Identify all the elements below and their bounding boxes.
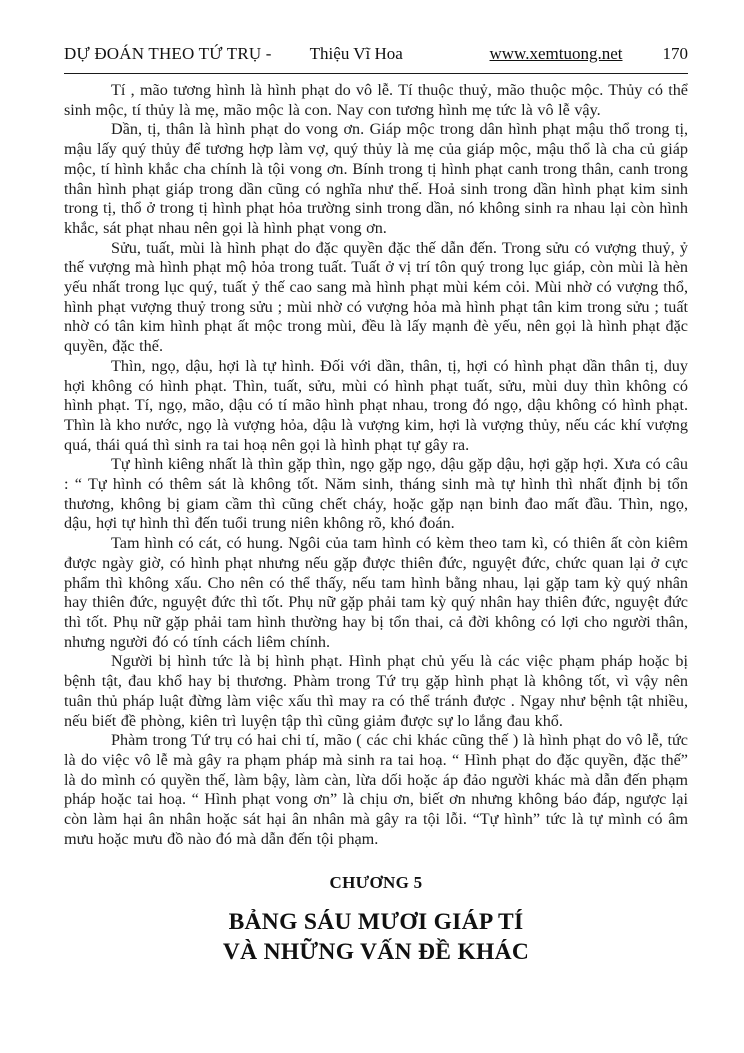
paragraph: Tam hình có cát, có hung. Ngôi của tam hình có kèm theo tam kì, có thiên ất còn kiêm được ngày giờ, có hình phạt nhưng nếu gặp được thiên đức, nguyệt đức, chức quan lại ở cực phẩm thì không xấu. Cho nên có thể thấy, nếu tam hình bằng nhau, lại gặp tam kỳ quý nhân hay thiên đức, nguyệt đức thì tốt. Phụ nữ gặp phải tam kỳ quý nhân hay thiên đức, nguyệt đức thì tốt. Phụ nữ gặp phải tam hình thường hay bị tổn thai, cả đời không có lợi cho người thân, nhưng người đó có tính cách liêm chính. [64, 534, 688, 651]
paragraph: Tự hình kiêng nhất là thìn gặp thìn, ngọ gặp ngọ, dậu gặp dậu, hợi gặp hợi. Xưa có câu : “ Tự hình có thêm sát là không tốt. Năm sinh, tháng sinh mà tự hình thì nhất định bị tổn thương, không bị giam cầm thì cũng chết cháy, hoặc gặp nạn binh đao mất đầu. Thìn, ngọ, dậu, hợi tự hình thì đến tuổi trung niên không rõ, khó đoán. [64, 455, 688, 533]
body-text [64, 81, 688, 849]
author-name: Thiệu Vĩ Hoa [309, 44, 403, 63]
chapter-title-line2: VÀ NHỮNG VẤN ĐỀ KHÁC [222, 939, 530, 966]
paragraph: Thìn, ngọ, dậu, hợi là tự hình. Đối với dần, thân, tị, hợi có hình phạt dần thân tị, duy hợi không có hình phạt. Thìn, tuất, sửu, mùi có hình phạt tuất, sửu, mùi duy thìn không có hình phạt. Tí, ngọ, mão, dậu có tí mão hình phạt nhau, trong đó ngọ, dậu không có hình phạt. Thìn là kho nước, ngọ là vượng hỏa, dậu là vượng kim, hợi là vượng thủy, nếu các khí vượng quá, thái quá thì sinh ra tai hoạ nên gọi là hình phạt tự gây ra. [64, 356, 688, 454]
paragraph: Người bị hình tức là bị hình phạt. Hình phạt chủ yếu là các việc phạm pháp hoặc bị bệnh tật, đau khổ hay bị thương. Phàm trong Tứ trụ gặp hình phạt là không tốt, vì vậy nên tuân thủ pháp luật đừng làm việc xấu thì may ra có thể tránh được . Ngay như bệnh tật nhiều, nếu biết đề phòng, kiên trì luyện tập thì cũng giảm được sự lo lắng đau khổ. [64, 652, 688, 730]
chapter-heading [64, 873, 688, 967]
chapter-label: CHƯƠNG 5 [329, 873, 423, 893]
paragraph: Dần, tị, thân là hình phạt do vong ơn. Giáp mộc trong dân hình phạt mậu thổ trong tị, mậu lấy quý thủy để tương hợp làm vợ, quý thủy là mẹ của giáp mộc, mậu thổ là cha củ giáp mộc, tí hình khắc cha chính là tội vong ơn. Bính trong tị hình phạt canh trong thân, canh trong thân hình phạt giáp trong dần cũng có nghĩa như thế. Hoả sinh trong dần hình phạt kim sinh trong tị, thổ ở trong tị hình phạt hỏa trường sinh trong dần, nó không sinh ra nhau lại còn hình khắc, sát phạt nhau nên gọi là hình phạt vong ơn. [64, 120, 688, 237]
paragraph: Phàm trong Tứ trụ có hai chi tí, mão ( các chi khác cũng thế ) là hình phạt do vô lễ, tức là do việc vô lễ mà gây ra phạm pháp mà sinh ra tai hoạ. “ Hình phạt do đặc quyền, đặc thế” là do mình có quyền thế, làm bậy, làm càn, lừa dối hoặc áp đảo người khác mà dẫn đến phạm pháp hoặc tai hoạ. “ Hình phạt vong ơn” là chịu ơn, biết ơn nhưng không báo đáp, ngược lại còn làm hại ân nhân hoặc sát hại ân nhân mà gây ra tội lỗi. “Tự hình” tức là tự mình có âm mưu hoặc mưu đồ nào đó mà dẫn đến tội phạm. [64, 731, 688, 848]
paragraph: Sửu, tuất, mùi là hình phạt do đặc quyền đặc thế dẫn đến. Trong sửu có vượng thuỷ, ỷ thế vượng mà hình phạt mộ hỏa trong tuất. Tuất ở vị trí tôn quý trong lục giáp, còn mùi là hèn yếu nhất trong lục quý, tuất ỷ thế cao sang mà hình phạt mùi kém cỏi. Mùi nhờ có vượng thổ, hình phạt vượng thuỷ trong sửu ; mùi nhờ có vượng hỏa mà hình phạt tân kim trong sửu ; tuất nhờ có tân kim hình phạt ất mộc trong mùi, đều là lấy mạnh đè yếu, nên gọi là hình phạt đặc quyền, đặc thế. [64, 238, 688, 356]
book-title: DỰ ĐOÁN THEO TỨ TRỤ - [64, 44, 272, 63]
chapter-title-line1: BẢNG SÁU MƯƠI GIÁP TÍ [228, 909, 524, 936]
paragraph: Tí , mão tương hình là hình phạt do vô lễ. Tí thuộc thuỷ, mão thuộc mộc. Thủy có thể sinh mộc, tí thủy là mẹ, mão mộc là con. Nay con tương hình mẹ tức là vô lễ vậy. [64, 81, 688, 119]
page-number: 170 [662, 44, 688, 63]
header-divider [64, 73, 688, 74]
page-header [64, 44, 688, 64]
website-link[interactable]: www.xemtuong.net [489, 44, 623, 63]
